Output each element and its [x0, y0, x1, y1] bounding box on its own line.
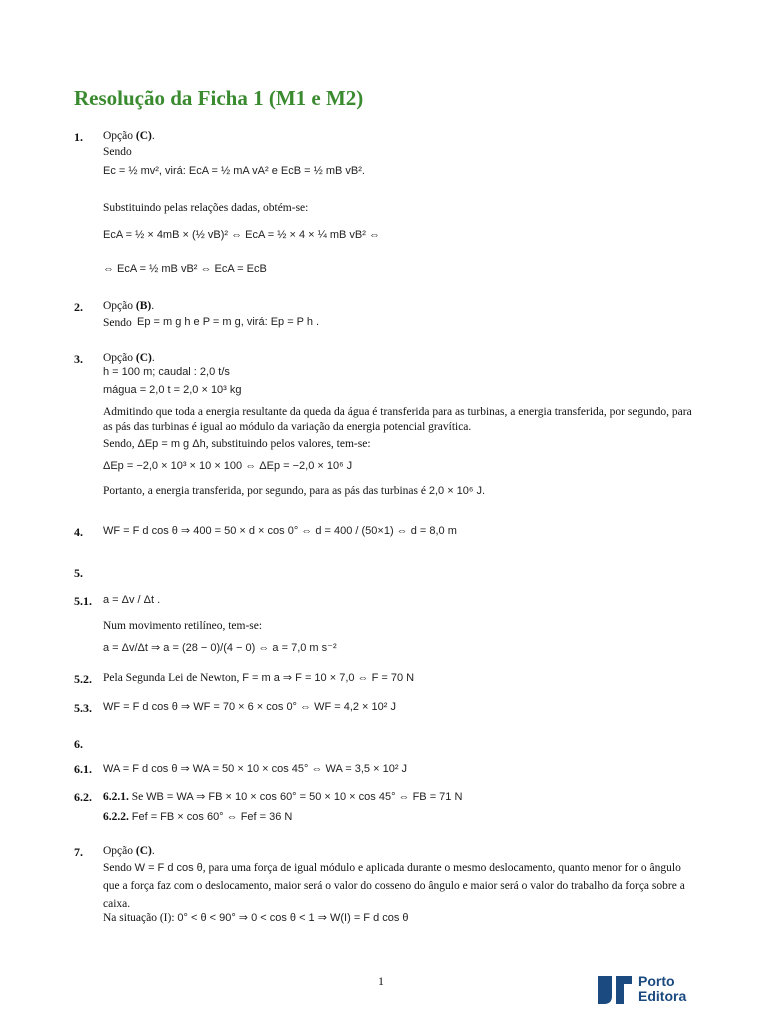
question-3-number: 3. [74, 352, 83, 366]
question-3-text-1: Admitindo que toda a energia resultante da queda da água é transferida para as turbinas, a energia transferida, por segundo, para as pás das turbinas é igual ao módulo da variação da energia potencial gravítica. [103, 406, 692, 433]
page-number: 1 [378, 974, 384, 988]
question-3-equation-1: h = 100 m; caudal : 2,0 t/s [103, 366, 230, 378]
question-5-number: 5. [74, 566, 83, 580]
question-5-1-equation-2: a = Δv/Δt ⇒ a = (28 − 0)/(4 − 0) ⇔ a = 7,0 m s⁻² [103, 642, 337, 654]
porto-editora-logo-icon [598, 976, 632, 1004]
question-2-option: Opção (B). [103, 300, 155, 312]
page-title: Resolução da Ficha 1 (M1 e M2) [74, 86, 364, 110]
question-1-sendo: Sendo [103, 146, 132, 158]
question-7-option: Opção (C). [103, 845, 155, 857]
question-2-equation: Ep = m g h e P = m g, virá: Ep = P h . [137, 316, 320, 328]
question-1-substitution-text: Substituindo pelas relações dadas, obtém-se: [103, 202, 309, 214]
question-3-equation-4: ΔEp = −2,0 × 10³ × 10 × 100 ⇔ ΔEp = −2,0 × 10⁶ J [103, 460, 353, 472]
question-5-1-equation: a = Δv / Δt . [103, 594, 161, 606]
question-6-2-number: 6.2. [74, 790, 92, 804]
question-5-1-number: 5.1. [74, 594, 92, 608]
question-7-number: 7. [74, 845, 83, 859]
question-3-option: Opção (C). [103, 352, 155, 364]
question-3-equation-5: 2,0 × 10⁶ J. [428, 485, 486, 497]
question-2-number: 2. [74, 300, 83, 314]
question-6-2-2-equation: Fef = FB × cos 60° ⇔ Fef = 36 N [131, 811, 293, 823]
porto-editora-logo [598, 974, 698, 1006]
question-1-equation-2: EcA = ½ × 4mB × (½ vB)² ⇔ EcA = ½ × 4 × ¼ mB vB² ⇔ [103, 229, 380, 241]
porto-editora-logo-text: Porto Editora [638, 973, 687, 1004]
question-6-2-1-line: 6.2.1. Se WB = WA ⇒ FB × 10 × cos 60° = 50 × 10 × cos 45° ⇔ FB = 71 N [103, 791, 463, 803]
question-5-2-text: Pela Segunda Lei de Newton, F = m a ⇒ F = 10 × 7,0 ⇔ F = 70 N [103, 672, 415, 684]
question-6-2-2-line [103, 810, 292, 825]
question-6-number: 6. [74, 737, 83, 751]
question-4-number: 4. [74, 525, 83, 539]
question-1-equation-1: Ec = ½ mv², virá: EcA = ½ mA vA² e EcB = ½ mB vB². [103, 165, 365, 177]
question-6-1-equation: WA = F d cos θ ⇒ WA = 50 × 10 × cos 45° ⇔ WA = 3,5 × 10² J [103, 763, 408, 775]
question-5-3-equation: WF = F d cos θ ⇒ WF = 70 × 6 × cos 0° ⇔ WF = 4,2 × 10² J [103, 701, 396, 713]
question-5-1-text: Num movimento retilíneo, tem-se: [103, 620, 263, 632]
question-5-2-number: 5.2. [74, 672, 92, 686]
question-3-equation-3: ΔEp = m g Δh [137, 438, 206, 450]
question-7-text-1: Sendo W = F d cos θ, para uma força de igual módulo e aplicada durante o mesmo deslocamento, quanto menor for o ângulo que a força faz com o deslocamento, maior será o valor do cosseno do ângulo e maior será o valor do trabalho da força sobre a caixa. [103, 862, 685, 910]
question-6-2-1-number: 6.2.1. [103, 791, 129, 803]
question-5-3-number: 5.3. [74, 701, 92, 715]
question-2-sendo: Sendo [103, 317, 132, 329]
question-6-2-1-equation: WB = WA ⇒ FB × 10 × cos 60° = 50 × 10 × cos 45° ⇔ FB = 71 N [146, 791, 463, 803]
question-3-sendo: Sendo, ΔEp = m g Δh, substituindo pelos valores, tem-se: [103, 438, 371, 450]
question-7-text-2: Na situação (I): 0° < θ < 90° ⇒ 0 < cos θ < 1 ⇒ W(I) = F d cos θ [103, 912, 409, 924]
question-6-1-number: 6.1. [74, 762, 92, 776]
question-6-2-2-number: 6.2.2. [103, 811, 129, 823]
question-5-2-equation: F = m a ⇒ F = 10 × 7,0 ⇔ F = 70 N [242, 672, 415, 684]
question-1-option: Opção (C). [103, 130, 155, 142]
question-1-number: 1. [74, 130, 83, 144]
question-1-equation-3: ⇔ EcA = ½ mB vB² ⇔ EcA = EcB [103, 263, 267, 275]
question-3-text-2: Portanto, a energia transferida, por segundo, para as pás das turbinas é 2,0 × 10⁶ J. [103, 485, 486, 497]
question-3-equation-2: mágua = 2,0 t = 2,0 × 10³ kg [103, 384, 242, 396]
question-7-equation: W = F d cos θ [134, 862, 203, 874]
question-4-equation: WF = F d cos θ ⇒ 400 = 50 × d × cos 0° ⇔ d = 400 / (50×1) ⇔ d = 8,0 m [103, 525, 457, 537]
question-7-equation-2: 0° < θ < 90° ⇒ 0 < cos θ < 1 ⇒ W(I) = F d cos θ [177, 912, 409, 924]
